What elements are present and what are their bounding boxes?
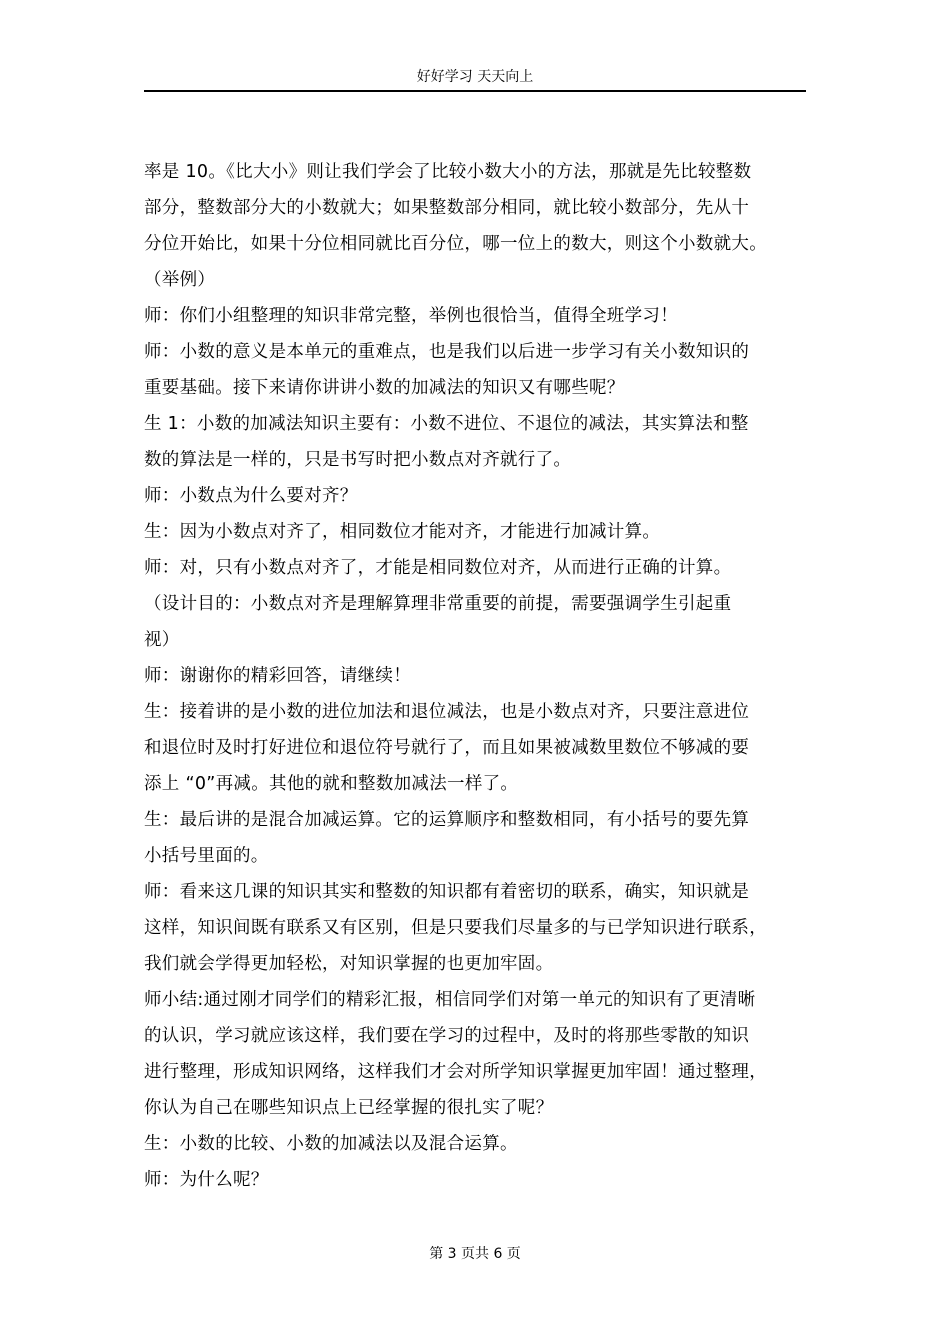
- body-line: 视）: [144, 630, 180, 650]
- body-line: 你认为自己在哪些知识点上已经掌握的很扎实了呢？: [144, 1098, 554, 1118]
- body-line: 小括号里面的。: [144, 846, 269, 866]
- body-line: 生 1：小数的加减法知识主要有：小数不进位、不退位的减法，其实算法和整: [144, 414, 749, 434]
- body-line: 师：谢谢你的精彩回答，请继续！: [144, 666, 411, 686]
- body-line: 数的算法是一样的，只是书写时把小数点对齐就行了。: [144, 450, 572, 470]
- body-line: （举例）: [144, 270, 216, 290]
- page-footer: [0, 1244, 950, 1264]
- body-line: 师小结:通过刚才同学们的精彩汇报，相信同学们对第一单元的知识有了更清晰: [144, 990, 756, 1010]
- body-line: 师：看来这几课的知识其实和整数的知识都有着密切的联系，确实，知识就是: [144, 882, 750, 902]
- body-line: 的认识，学习就应该这样，我们要在学习的过程中，及时的将那些零散的知识: [144, 1026, 750, 1046]
- body-line: 添上 “0”再减。其他的就和整数加减法一样了。: [144, 774, 519, 794]
- body-line: （设计目的：小数点对齐是理解算理非常重要的前提，需要强调学生引起重: [144, 594, 732, 614]
- body-line: 和退位时及时打好进位和退位符号就行了，而且如果被减数里数位不够减的要: [144, 738, 750, 758]
- body-line: 这样，知识间既有联系又有区别，但是只要我们尽量多的与已学知识进行联系，: [144, 918, 767, 938]
- body-line: 率是 10。《比大小》则让我们学会了比较小数大小的方法，那就是先比较整数: [144, 162, 752, 182]
- page-header: [144, 64, 806, 92]
- body-line: 生：最后讲的是混合加减运算。它的运算顺序和整数相同，有小括号的要先算: [144, 810, 750, 830]
- body-line: 生：接着讲的是小数的进位加法和退位减法，也是小数点对齐，只要注意进位: [144, 702, 750, 722]
- document-body: [144, 154, 808, 1198]
- body-line: 师：对，只有小数点对齐了，才能是相同数位对齐，从而进行正确的计算。: [144, 558, 732, 578]
- body-line: 部分，整数部分大的小数就大；如果整数部分相同，就比较小数部分，先从十: [144, 198, 750, 218]
- body-line: 师：为什么呢？: [144, 1170, 269, 1190]
- body-line: 师：小数的意义是本单元的重难点，也是我们以后进一步学习有关小数知识的: [144, 342, 750, 362]
- body-line: 师：小数点为什么要对齐？: [144, 486, 358, 506]
- body-line: 分位开始比，如果十分位相同就比百分位，哪一位上的数大，则这个小数就大。: [144, 234, 767, 254]
- body-line: 生：因为小数点对齐了，相同数位才能对齐，才能进行加减计算。: [144, 522, 661, 542]
- body-line: 重要基础。接下来请你讲讲小数的加减法的知识又有哪些呢？: [144, 378, 625, 398]
- body-line: 我们就会学得更加轻松，对知识掌握的也更加牢固。: [144, 954, 554, 974]
- page-number: 第 3 页共 6 页: [429, 1246, 521, 1262]
- body-line: 进行整理，形成知识网络，这样我们才会对所学知识掌握更加牢固！通过整理，: [144, 1062, 767, 1082]
- header-title: 好好学习 天天向上: [416, 69, 534, 85]
- body-line: 师：你们小组整理的知识非常完整，举例也很恰当，值得全班学习！: [144, 306, 678, 326]
- body-line: 生：小数的比较、小数的加减法以及混合运算。: [144, 1134, 518, 1154]
